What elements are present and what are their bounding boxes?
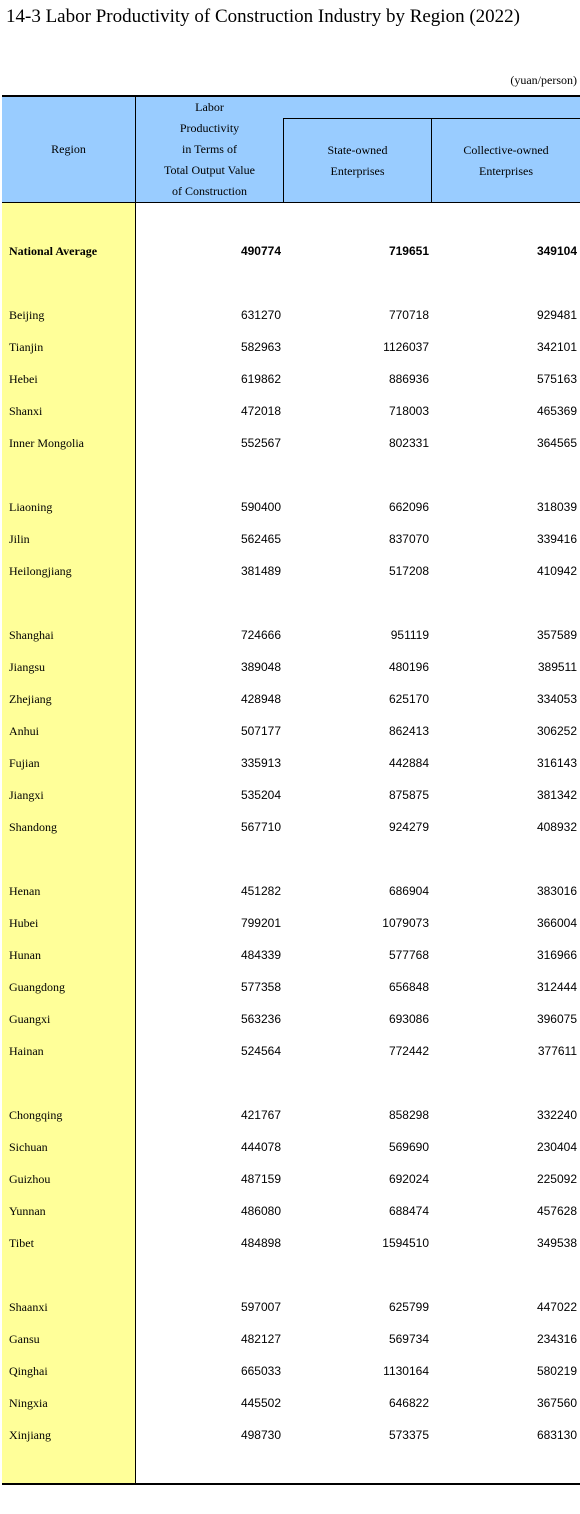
- state-owned-cell: 862413: [388, 724, 429, 738]
- region-cell: Ningxia: [9, 1396, 48, 1410]
- region-cell: Anhui: [9, 724, 39, 738]
- header-state-line: State-owned: [327, 142, 388, 157]
- labor-productivity-cell: 563236: [240, 1012, 281, 1026]
- region-cell: Yunnan: [9, 1204, 46, 1218]
- labor-productivity-cell: 562465: [240, 532, 281, 546]
- header-labor-line: Productivity: [179, 121, 240, 135]
- collective-owned-cell: 342101: [536, 340, 577, 354]
- region-cell: Guangxi: [9, 1012, 51, 1026]
- collective-owned-cell: 465369: [536, 404, 577, 418]
- collective-owned-cell: 366004: [536, 916, 577, 930]
- collective-owned-cell: 349104: [536, 244, 577, 258]
- header-collective-line: Collective-owned: [463, 142, 549, 157]
- state-owned-cell: 1130164: [383, 1364, 429, 1378]
- table-row: [2, 1201, 580, 1221]
- collective-owned-cell: 334053: [536, 692, 577, 706]
- table-row: [2, 401, 580, 421]
- region-cell: Hunan: [9, 948, 41, 962]
- labor-productivity-cell: 597007: [240, 1300, 281, 1314]
- collective-owned-cell: 357589: [536, 628, 577, 642]
- table-row: [2, 561, 580, 581]
- labor-productivity-cell: 421767: [240, 1108, 281, 1122]
- page-title: 14-3 Labor Productivity of Construction Industry by Region (2022): [6, 6, 520, 27]
- labor-productivity-cell: 335913: [240, 756, 281, 770]
- labor-productivity-cell: 552567: [240, 436, 281, 450]
- state-owned-cell: 688474: [388, 1204, 429, 1218]
- table-row: [2, 529, 580, 549]
- state-owned-cell: 951119: [390, 628, 429, 642]
- region-cell: Shanghai: [9, 628, 54, 642]
- header-labor-line: Labor: [195, 100, 224, 114]
- header-labor-productivity: [136, 97, 283, 202]
- labor-productivity-cell: 445502: [240, 1396, 281, 1410]
- state-owned-cell: 770718: [388, 308, 429, 322]
- state-owned-cell: 1079073: [382, 916, 429, 930]
- region-cell: Shaanxi: [9, 1300, 48, 1314]
- collective-owned-cell: 683130: [536, 1428, 577, 1442]
- table-row: [2, 1425, 580, 1445]
- labor-productivity-cell: 582963: [240, 340, 281, 354]
- region-cell: Qinghai: [9, 1364, 48, 1378]
- table-row: [2, 1393, 580, 1413]
- state-owned-cell: 875875: [388, 788, 429, 802]
- table-row: [2, 433, 580, 453]
- header-labor-line: in Terms of: [182, 142, 237, 156]
- collective-owned-cell: 364565: [536, 436, 577, 450]
- region-cell: Inner Mongolia: [9, 436, 84, 450]
- region-cell: Heilongjiang: [9, 564, 72, 578]
- state-owned-cell: 802331: [388, 436, 429, 450]
- collective-owned-cell: 447022: [536, 1300, 577, 1314]
- labor-productivity-cell: 631270: [240, 308, 281, 322]
- collective-owned-cell: 234316: [536, 1332, 577, 1346]
- collective-owned-cell: 306252: [536, 724, 577, 738]
- region-cell: Liaoning: [9, 500, 53, 514]
- collective-owned-cell: 381342: [536, 788, 577, 802]
- table-row: [2, 657, 580, 677]
- table-row: [2, 721, 580, 741]
- region-cell: Jiangsu: [9, 660, 45, 674]
- labor-productivity-cell: 444078: [240, 1140, 281, 1154]
- region-cell: Henan: [9, 884, 41, 898]
- state-owned-cell: 692024: [388, 1172, 429, 1186]
- collective-owned-cell: 225092: [536, 1172, 577, 1186]
- state-owned-cell: 693086: [388, 1012, 429, 1026]
- collective-owned-cell: 457628: [536, 1204, 577, 1218]
- state-owned-cell: 858298: [388, 1108, 429, 1122]
- state-owned-cell: 719651: [388, 244, 429, 258]
- state-owned-cell: 686904: [388, 884, 429, 898]
- table-row: [2, 1233, 580, 1253]
- collective-owned-cell: 389511: [537, 660, 577, 674]
- state-owned-cell: 569734: [388, 1332, 429, 1346]
- region-cell: Hainan: [9, 1044, 44, 1058]
- collective-owned-cell: 410942: [536, 564, 577, 578]
- table-row: [2, 1297, 580, 1317]
- collective-owned-cell: 383016: [536, 884, 577, 898]
- region-cell: Beijing: [9, 308, 45, 322]
- labor-productivity-cell: 567710: [240, 820, 281, 834]
- collective-owned-cell: 580219: [536, 1364, 577, 1378]
- region-cell: Guangdong: [9, 980, 65, 994]
- state-owned-cell: 1126037: [383, 340, 429, 354]
- national-average-row: [2, 241, 580, 261]
- state-owned-cell: 924279: [388, 820, 429, 834]
- collective-owned-cell: 339416: [536, 532, 577, 546]
- region-cell: Hubei: [9, 916, 39, 930]
- region-column-bg: [2, 203, 135, 1483]
- table-row: [2, 369, 580, 389]
- collective-owned-cell: 377611: [537, 1044, 577, 1058]
- state-owned-cell: 517208: [388, 564, 429, 578]
- table-row: [2, 1041, 580, 1061]
- labor-productivity-cell: 482127: [240, 1332, 281, 1346]
- table-row: [2, 497, 580, 517]
- labor-productivity-cell: 490774: [240, 244, 281, 258]
- table-row: [2, 689, 580, 709]
- header-labor-line: Total Output Value: [164, 163, 255, 177]
- collective-owned-cell: 575163: [536, 372, 577, 386]
- header-labor-line: of Construction: [172, 184, 247, 198]
- table-row: [2, 1329, 580, 1349]
- region-cell: Tibet: [9, 1236, 34, 1250]
- labor-productivity-cell: 389048: [240, 660, 281, 674]
- labor-productivity-cell: 724666: [240, 628, 281, 642]
- collective-owned-cell: 349538: [536, 1236, 577, 1250]
- collective-owned-cell: 332240: [536, 1108, 577, 1122]
- state-owned-cell: 625170: [388, 692, 429, 706]
- data-table: [2, 95, 580, 1485]
- collective-owned-cell: 408932: [536, 820, 577, 834]
- labor-productivity-cell: 487159: [240, 1172, 281, 1186]
- header-region: Region: [51, 142, 86, 156]
- labor-productivity-cell: 507177: [240, 724, 281, 738]
- header-divider: [283, 118, 284, 202]
- labor-productivity-cell: 619862: [240, 372, 281, 386]
- labor-productivity-cell: 428948: [240, 692, 281, 706]
- labor-productivity-cell: 577358: [240, 980, 281, 994]
- table-row: [2, 945, 580, 965]
- labor-productivity-cell: 799201: [240, 916, 281, 930]
- state-owned-cell: 837070: [388, 532, 429, 546]
- state-owned-cell: 480196: [388, 660, 429, 674]
- region-cell: Xinjiang: [9, 1428, 51, 1442]
- table-row: [2, 1009, 580, 1029]
- labor-productivity-cell: 535204: [240, 788, 281, 802]
- region-cell: Zhejiang: [9, 692, 52, 706]
- table-row: [2, 1169, 580, 1189]
- state-owned-cell: 1594510: [382, 1236, 429, 1250]
- region-cell: Tianjin: [9, 340, 44, 354]
- state-owned-cell: 646822: [388, 1396, 429, 1410]
- region-cell: Jiangxi: [9, 788, 44, 802]
- collective-owned-cell: 316966: [536, 948, 577, 962]
- table-row: [2, 753, 580, 773]
- state-owned-cell: 886936: [388, 372, 429, 386]
- state-owned-cell: 573375: [388, 1428, 429, 1442]
- collective-owned-cell: 367560: [536, 1396, 577, 1410]
- table-row: [2, 881, 580, 901]
- table-row: [2, 305, 580, 325]
- collective-owned-cell: 318039: [536, 500, 577, 514]
- region-cell: Fujian: [9, 756, 40, 770]
- state-owned-cell: 625799: [388, 1300, 429, 1314]
- state-owned-cell: 772442: [388, 1044, 429, 1058]
- table-row: [2, 977, 580, 997]
- region-cell: Jilin: [9, 532, 30, 546]
- collective-owned-cell: 312444: [536, 980, 577, 994]
- labor-productivity-cell: 451282: [240, 884, 281, 898]
- labor-productivity-cell: 665033: [240, 1364, 281, 1378]
- unit-label: (yuan/person): [510, 73, 577, 87]
- region-cell: National Average: [9, 244, 98, 258]
- table-header: [2, 97, 580, 203]
- region-cell: Gansu: [9, 1332, 40, 1346]
- labor-productivity-cell: 590400: [240, 500, 281, 514]
- collective-owned-cell: 396075: [536, 1012, 577, 1026]
- region-cell: Hebei: [9, 372, 38, 386]
- table-row: [2, 817, 580, 837]
- state-owned-cell: 577768: [388, 948, 429, 962]
- region-cell: Shanxi: [9, 404, 43, 418]
- region-cell: Sichuan: [9, 1140, 48, 1154]
- state-owned-cell: 656848: [388, 980, 429, 994]
- region-cell: Chongqing: [9, 1108, 63, 1122]
- state-owned-cell: 569690: [388, 1140, 429, 1154]
- table-row: [2, 785, 580, 805]
- collective-owned-cell: 316143: [536, 756, 577, 770]
- table-row: [2, 1361, 580, 1381]
- header-collective-line: Enterprises: [479, 163, 533, 178]
- state-owned-cell: 718003: [388, 404, 429, 418]
- table-row: [2, 625, 580, 645]
- state-owned-cell: 662096: [388, 500, 429, 514]
- region-cell: Guizhou: [9, 1172, 51, 1186]
- header-state-line: Enterprises: [330, 163, 385, 178]
- state-owned-cell: 442884: [388, 756, 429, 770]
- table-row: [2, 1137, 580, 1157]
- table-row: [2, 337, 580, 357]
- labor-productivity-cell: 381489: [240, 564, 281, 578]
- header-collective-owned: [432, 119, 580, 202]
- labor-productivity-cell: 486080: [240, 1204, 281, 1218]
- labor-productivity-cell: 498730: [240, 1428, 281, 1442]
- labor-productivity-cell: 484898: [240, 1236, 281, 1250]
- labor-productivity-cell: 484339: [240, 948, 281, 962]
- region-cell: Shandong: [9, 820, 57, 834]
- labor-productivity-cell: 524564: [240, 1044, 281, 1058]
- table-row: [2, 1105, 580, 1125]
- table-row: [2, 913, 580, 933]
- labor-productivity-cell: 472018: [240, 404, 281, 418]
- collective-owned-cell: 230404: [536, 1140, 577, 1154]
- header-divider: [431, 118, 432, 202]
- collective-owned-cell: 929481: [536, 308, 577, 322]
- header-state-owned: [284, 119, 431, 202]
